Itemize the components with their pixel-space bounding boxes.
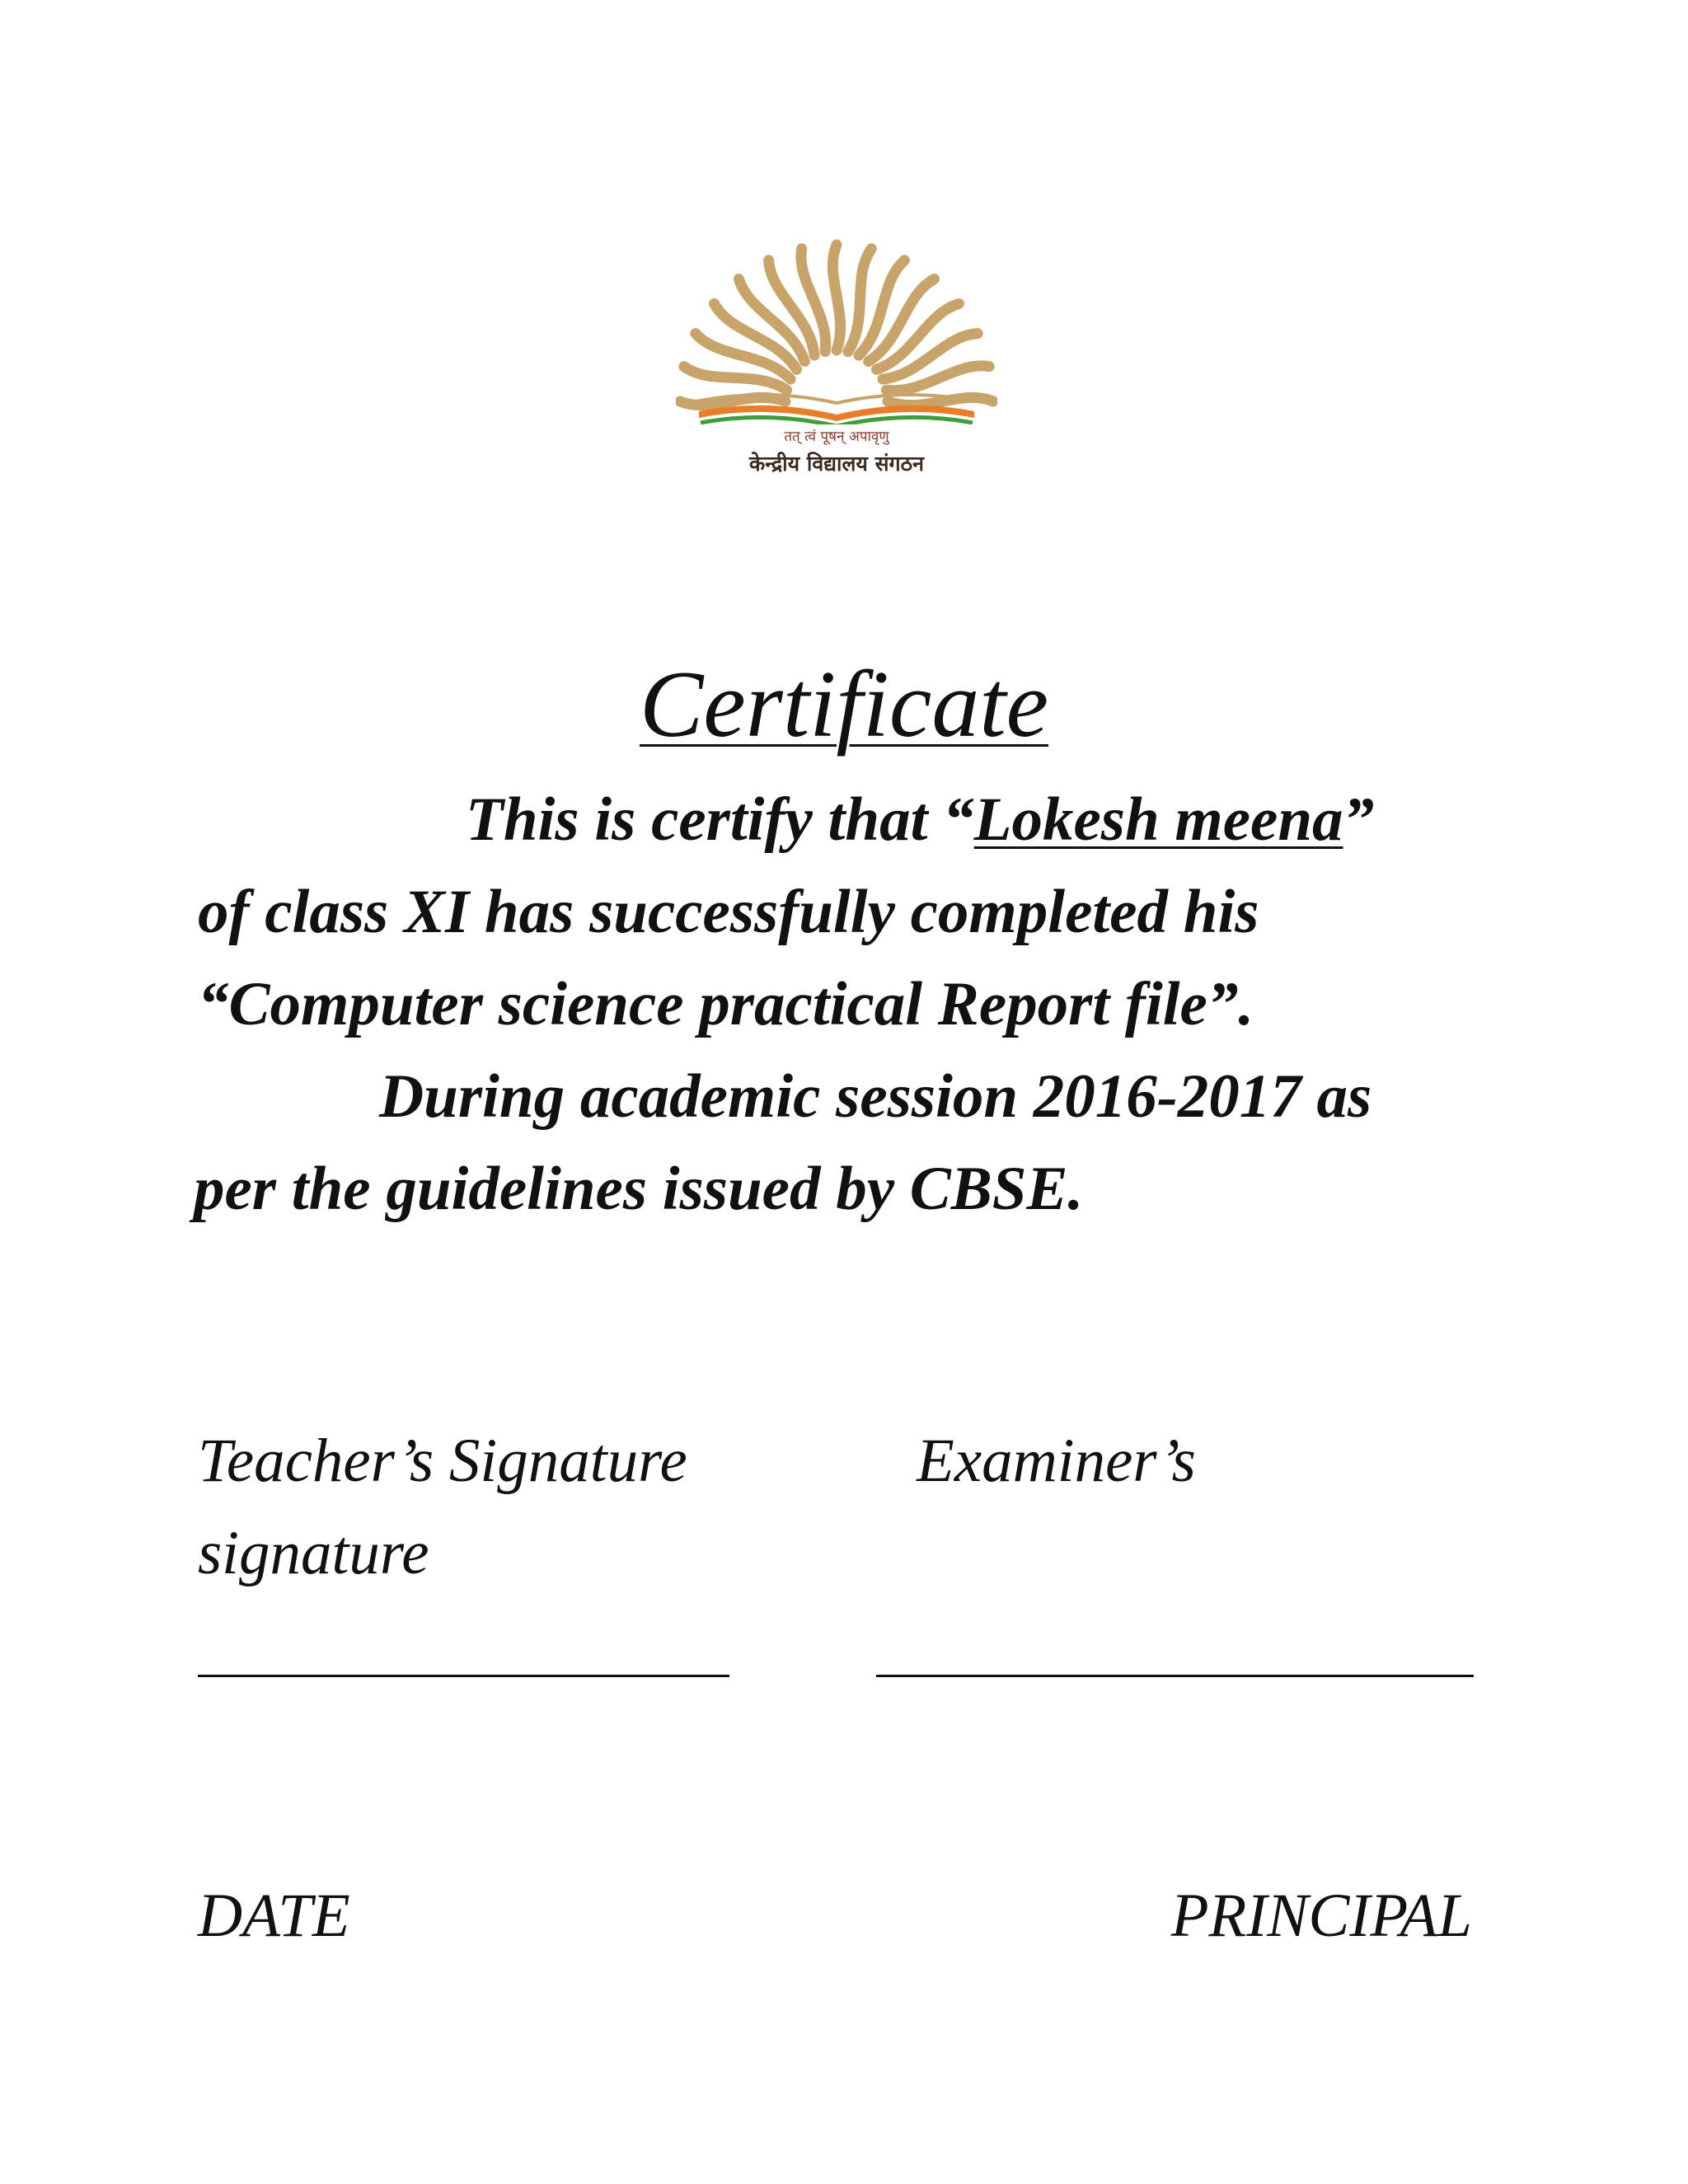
certificate-line-2: of class XI has successfully completed his [198,878,1259,946]
examiner-signature-line [876,1675,1474,1677]
sun-disc [795,360,878,401]
line-1-prefix: This is certify that “ [466,785,974,854]
teacher-signature-label: Teacher’s Signature [198,1427,687,1495]
student-name: Lokesh meena [973,785,1343,854]
kvs-emblem-icon [676,218,997,424]
signature-word: signature [198,1519,429,1587]
certificate-line-4: During academic session 2016-2017 as [379,1062,1372,1131]
sun-ray [832,245,840,350]
logo-motto: तत् त्वं पूषन् अपावृणु [784,429,889,445]
examiner-signature-label: Examiner’s [917,1427,1196,1495]
teacher-signature-line [198,1675,729,1677]
sun-ray [680,397,785,405]
certificate-line-3: “Computer science practical Report file”. [198,970,1254,1038]
certificate-line-5: per the guidelines issued by CBSE. [194,1155,1084,1223]
logo-org-name: केन्द्रीय विद्यालय संगठन [748,452,924,476]
kvs-logo [676,218,997,490]
certificate-line-1 [466,783,1374,857]
certificate-title: Certificate [639,652,1049,757]
principal-label: PRINCIPAL [1170,1882,1472,1950]
date-label: DATE [198,1882,350,1950]
sun-ray [888,397,993,405]
line-1-suffix: ” [1343,785,1375,854]
